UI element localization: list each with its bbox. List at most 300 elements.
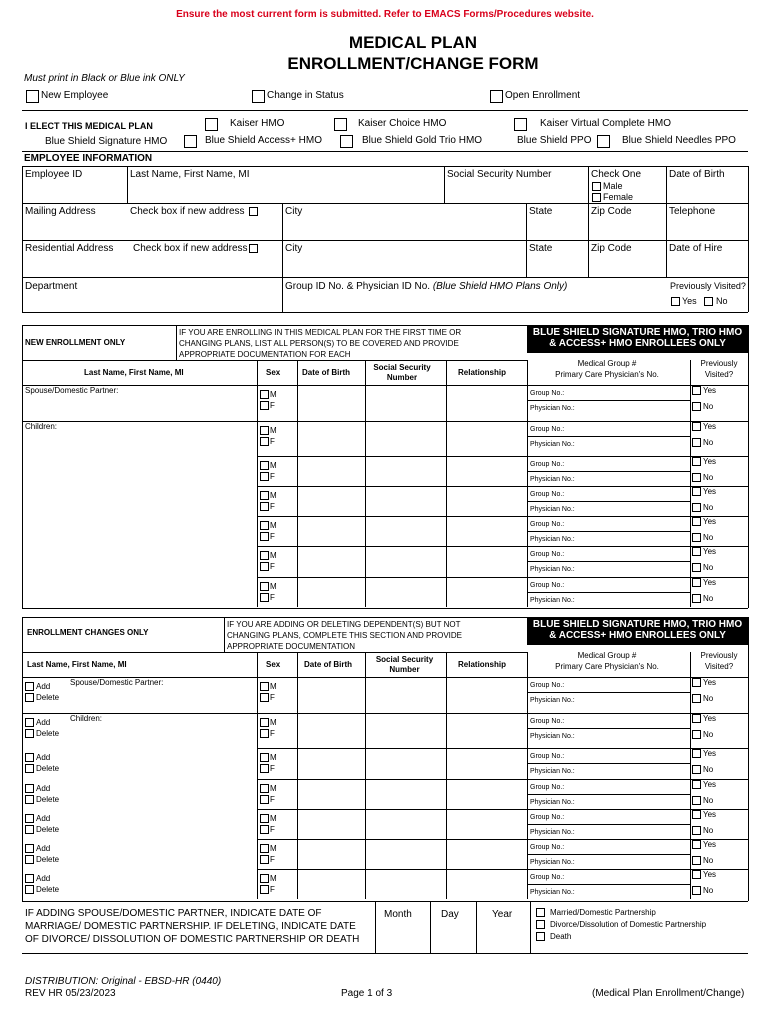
sec2-row-5-no-label: No: [703, 856, 714, 865]
change-status-checkbox[interactable]: [252, 90, 265, 103]
sec1-row-0-physician-label: Physician No.:: [530, 405, 575, 412]
residential-new-label: Check box if new address: [133, 243, 248, 254]
sec2-row-0-m-checkbox[interactable]: [260, 682, 269, 691]
group-id-italic: (Blue Shield HMO Plans Only): [432, 281, 568, 292]
sec1-row-3-f-checkbox[interactable]: [260, 502, 269, 511]
sec1-col-5: [690, 360, 691, 607]
event-month-label: Month: [384, 909, 412, 920]
sec1-row-2-top: [257, 456, 748, 457]
ne-bs-header: BLUE SHIELD SIGNATURE HMO, TRIO HMO & ACCESS+ HMO ENROLLEES ONLY: [527, 325, 748, 353]
ec-col-ssn: Social Security Number: [375, 655, 434, 674]
sec2-row-0-yes-checkbox[interactable]: [692, 678, 701, 687]
sec2-row-3-m-label: M: [270, 784, 277, 793]
sec2-row-3-m-checkbox[interactable]: [260, 784, 269, 793]
event-div-1: [375, 901, 376, 953]
sec1-row-4-yes-checkbox[interactable]: [692, 517, 701, 526]
sec2-row-4-mid: [527, 824, 690, 825]
residential-zip-label: Zip Code: [591, 243, 632, 254]
ec-col-rel: Relationship: [458, 660, 507, 669]
check-one-label: Check One: [591, 169, 642, 180]
sec2-row-2-yes-checkbox[interactable]: [692, 749, 701, 758]
sec1-row-0-mid: [527, 400, 690, 401]
emp-info-top: [22, 151, 748, 152]
sec1-row-4-f-label: F: [270, 532, 275, 541]
sec2-row-5-group-label: Group No.:: [530, 844, 565, 851]
emp-row1-bottom: [22, 203, 748, 204]
sec2-row-6-yes-label: Yes: [703, 870, 717, 879]
ne-spouse-label: Spouse/Domestic Partner:: [25, 386, 119, 395]
sec1-row-5-yes-checkbox[interactable]: [692, 547, 701, 556]
ec-spouse-label: Spouse/Domestic Partner:: [70, 678, 164, 687]
ne-instructions: IF YOU ARE ENROLLING IN THIS MEDICAL PLAN FOR THE FIRST TIME OR CHANGING PLANS, LIST ALL PERSON(S) TO BE COVERED AND PROVIDE APPROPRIATE DOCUMENTATION FOR EACH: [179, 328, 462, 359]
sec2-row-4-yes-checkbox[interactable]: [692, 810, 701, 819]
sec2-row-4-m-label: M: [270, 814, 277, 823]
female-label: Female: [603, 192, 634, 202]
sec1-row-3-no-label: No: [703, 503, 714, 512]
elect-heading: I ELECT THIS MEDICAL PLAN: [25, 121, 153, 131]
sec1-row-3-group-label: Group No.:: [530, 491, 565, 498]
sec1-row-6-physician-label: Physician No.:: [530, 597, 575, 604]
employee-name-label: Last Name, First Name, MI: [130, 169, 250, 180]
sec2-row-2-mid: [527, 763, 690, 764]
event-year-label: Year: [492, 909, 513, 920]
sec2-row-4-physician-label: Physician No.:: [530, 829, 575, 836]
sec2-row-4-f-checkbox[interactable]: [260, 825, 269, 834]
event-instructions: IF ADDING SPOUSE/DOMESTIC PARTNER, INDICATE DATE OF MARRIAGE/ DOMESTIC PARTNERSHIP. IF DELETING, INDICATE DATE OF DIVORCE/ DISSOLUTION OF DOMESTIC PARTNERSHIP OR DEATH: [25, 908, 360, 945]
sec2-row-5-delete-label: Delete: [36, 855, 60, 864]
emp-div-2: [444, 166, 445, 203]
emp-div-5: [282, 203, 283, 312]
sec1-row-2-m-checkbox[interactable]: [260, 461, 269, 470]
plan-bs-gold-trio-label: Blue Shield Gold Trio HMO: [362, 135, 483, 146]
event-death-label: Death: [550, 932, 572, 941]
ec-children-label: Children:: [70, 714, 103, 723]
sec2-row-6-group-label: Group No.:: [530, 874, 565, 881]
ec-col-dob: Date of Birth: [304, 660, 352, 669]
ec-col-prev: Previously Visited?: [700, 651, 738, 671]
emp-info-line: [22, 166, 748, 167]
sec1-row-5-yes-label: Yes: [703, 547, 717, 556]
ne-col-dob: Date of Birth: [302, 368, 350, 377]
event-marriage-label: Married/Domestic Partnership: [550, 908, 656, 917]
sec2-row-4-yes-label: Yes: [703, 810, 717, 819]
sec2-col-1: [297, 652, 298, 899]
ne-right: [748, 325, 749, 608]
sec2-row-1-group-label: Group No.:: [530, 718, 565, 725]
date-of-hire-label: Date of Hire: [669, 243, 723, 254]
mailing-new-label: Check box if new address: [130, 206, 245, 217]
sec2-row-5-mid: [527, 854, 690, 855]
sec2-row-1-no-checkbox[interactable]: [692, 730, 701, 739]
sec2-row-5-m-checkbox[interactable]: [260, 844, 269, 853]
sec2-row-6-add-label: Add: [36, 874, 51, 883]
sec2-row-5-add-checkbox[interactable]: [25, 844, 34, 853]
sec1-row-1-mid: [527, 436, 690, 437]
emp-info-right: [748, 166, 749, 312]
sec1-row-1-m-checkbox[interactable]: [260, 426, 269, 435]
emp-info-left: [22, 166, 23, 312]
ne-left: [22, 325, 23, 608]
sec2-row-1-mid: [527, 728, 690, 729]
sec1-row-2-m-label: M: [270, 461, 277, 470]
sec1-row-1-group-label: Group No.:: [530, 426, 565, 433]
sec2-col-5: [690, 652, 691, 899]
sec2-row-0-delete-checkbox[interactable]: [25, 693, 34, 702]
sec2-row-4-m-checkbox[interactable]: [260, 814, 269, 823]
event-day-label: Day: [441, 909, 459, 920]
sec2-row-3-yes-checkbox[interactable]: [692, 780, 701, 789]
ne-bottom: [22, 608, 748, 609]
sec2-row-4-group-label: Group No.:: [530, 814, 565, 821]
sec1-row-6-f-checkbox[interactable]: [260, 593, 269, 602]
sec1-row-2-mid: [527, 471, 690, 472]
sec2-col-0: [257, 652, 258, 899]
sec1-row-4-no-label: No: [703, 533, 714, 542]
event-marriage-checkbox[interactable]: [536, 908, 545, 917]
sec1-row-2-yes-label: Yes: [703, 457, 717, 466]
plan-bs-access-label: Blue Shield Access+ HMO: [205, 135, 322, 146]
sec1-col-4: [527, 360, 528, 607]
sec2-row-4-top: [257, 809, 748, 810]
sec2-row-4-no-checkbox[interactable]: [692, 826, 701, 835]
sec1-col-3: [446, 360, 447, 607]
sec2-row-1-add-checkbox[interactable]: [25, 718, 34, 727]
plan-bs-gold-trio-checkbox[interactable]: [514, 118, 527, 131]
sec1-row-3-no-checkbox[interactable]: [692, 503, 701, 512]
sec2-row-3-add-checkbox[interactable]: [25, 784, 34, 793]
plan-kaiser-choice-label: Kaiser Choice HMO: [358, 118, 447, 129]
plan-kaiser-choice-checkbox[interactable]: [340, 135, 353, 148]
sec1-row-5-m-checkbox[interactable]: [260, 551, 269, 560]
event-divorce-checkbox[interactable]: [536, 920, 545, 929]
sec2-row-2-delete-label: Delete: [36, 764, 60, 773]
form-notice: Ensure the most current form is submitted. Refer to EMACS Forms/Procedures website.: [176, 9, 594, 20]
sec1-row-6-mid: [527, 592, 690, 593]
sec2-row-1-f-checkbox[interactable]: [260, 729, 269, 738]
plan-bs-needles-label: Blue Shield Needles PPO: [622, 135, 736, 146]
sec1-row-6-no-label: No: [703, 594, 714, 603]
sec2-row-1-add-label: Add: [36, 718, 51, 727]
sec2-row-2-add-checkbox[interactable]: [25, 753, 34, 762]
sec2-row-1-yes-label: Yes: [703, 714, 717, 723]
change-status-label: Change in Status: [267, 90, 344, 101]
ne-col-prev: Previously Visited?: [700, 359, 738, 379]
sec1-row-3-mid: [527, 501, 690, 502]
sec1-row-5-f-checkbox[interactable]: [260, 562, 269, 571]
event-div-3: [476, 901, 477, 953]
sec2-row-2-group-label: Group No.:: [530, 753, 565, 760]
sec2-row-5-delete-checkbox[interactable]: [25, 855, 34, 864]
residential-state-label: State: [529, 243, 553, 254]
ne-children-label: Children:: [25, 422, 58, 431]
footer-distribution: DISTRIBUTION: Original - EBSD-HR (0440): [25, 976, 222, 987]
ne-head-div: [176, 325, 177, 360]
sec2-row-5-yes-checkbox[interactable]: [692, 840, 701, 849]
sec2-row-6-m-checkbox[interactable]: [260, 874, 269, 883]
sec2-row-5-m-label: M: [270, 844, 277, 853]
sec2-row-1-delete-label: Delete: [36, 729, 60, 738]
sec1-row-2-no-label: No: [703, 473, 714, 482]
sec1-row-5-m-label: M: [270, 551, 277, 560]
sec2-row-5-top: [257, 839, 748, 840]
sec2-row-2-add-label: Add: [36, 753, 51, 762]
sec2-row-0-mid: [527, 692, 690, 693]
sec1-row-0-f-checkbox[interactable]: [260, 401, 269, 410]
sec1-row-2-yes-checkbox[interactable]: [692, 457, 701, 466]
ne-col-rel: Relationship: [458, 368, 507, 377]
sec2-row-3-delete-checkbox[interactable]: [25, 795, 34, 804]
sec1-row-0-m-label: M: [270, 390, 277, 399]
ne-col-name: Last Name, First Name, MI: [84, 368, 184, 377]
mailing-zip-label: Zip Code: [591, 206, 632, 217]
sec1-row-4-yes-label: Yes: [703, 517, 717, 526]
sec1-row-0-yes-label: Yes: [703, 386, 717, 395]
sec1-col-0: [257, 360, 258, 607]
sec1-row-3-yes-checkbox[interactable]: [692, 487, 701, 496]
sec2-row-3-f-checkbox[interactable]: [260, 795, 269, 804]
sec1-row-5-f-label: F: [270, 562, 275, 571]
ec-col-mg: Medical Group # Primary Care Physician's No.: [555, 651, 659, 671]
sec2-row-6-yes-checkbox[interactable]: [692, 870, 701, 879]
sec1-row-3-f-label: F: [270, 502, 275, 511]
sec2-row-2-physician-label: Physician No.:: [530, 768, 575, 775]
sec2-row-3-f-label: F: [270, 795, 275, 804]
sec2-row-6-f-checkbox[interactable]: [260, 885, 269, 894]
ink-note: Must print in Black or Blue ink ONLY: [24, 73, 185, 84]
sec2-row-0-f-checkbox[interactable]: [260, 693, 269, 702]
residential-new-checkbox[interactable]: [249, 244, 258, 253]
mailing-state-label: State: [529, 206, 553, 217]
sec1-row-0-m-checkbox[interactable]: [260, 390, 269, 399]
sec2-row-4-add-checkbox[interactable]: [25, 814, 34, 823]
sec2-row-0-add-checkbox[interactable]: [25, 682, 34, 691]
sec2-row-1-f-label: F: [270, 729, 275, 738]
sec2-row-5-f-checkbox[interactable]: [260, 855, 269, 864]
sec2-row-3-add-label: Add: [36, 784, 51, 793]
residential-address-label: Residential Address: [25, 243, 114, 254]
plan-bs-access-checkbox[interactable]: [334, 118, 347, 131]
sec2-row-1-m-checkbox[interactable]: [260, 718, 269, 727]
open-enrollment-checkbox[interactable]: [490, 90, 503, 103]
sec1-row-4-f-checkbox[interactable]: [260, 532, 269, 541]
form-title-line2: ENROLLMENT/CHANGE FORM: [287, 54, 539, 73]
emp-prev-yes-checkbox[interactable]: [671, 297, 680, 306]
sec1-row-2-group-label: Group No.:: [530, 461, 565, 468]
sec1-row-1-no-checkbox[interactable]: [692, 438, 701, 447]
sec2-row-3-yes-label: Yes: [703, 780, 717, 789]
sec2-row-4-no-label: No: [703, 826, 714, 835]
sec2-row-0-physician-label: Physician No.:: [530, 697, 575, 704]
emp-info-heading: EMPLOYEE INFORMATION: [24, 153, 153, 164]
sec1-row-2-f-checkbox[interactable]: [260, 472, 269, 481]
sec1-row-1-f-checkbox[interactable]: [260, 437, 269, 446]
telephone-label: Telephone: [669, 206, 716, 217]
sec1-row-1-f-label: F: [270, 437, 275, 446]
sec2-row-4-f-label: F: [270, 825, 275, 834]
sec2-row-2-no-label: No: [703, 765, 714, 774]
sec2-row-6-delete-label: Delete: [36, 885, 60, 894]
ec-right: [748, 617, 749, 901]
sec1-row-6-f-label: F: [270, 593, 275, 602]
sec1-row-5-physician-label: Physician No.:: [530, 566, 575, 573]
employee-dob-label: Date of Birth: [669, 169, 725, 180]
emp-info-bottom: [22, 312, 748, 313]
footer-rev: REV HR 05/23/2023: [25, 988, 116, 999]
sec1-row-4-no-checkbox[interactable]: [692, 533, 701, 542]
sec1-row-1-no-label: No: [703, 438, 714, 447]
ne-col-ssn: Social Security Number: [373, 363, 431, 382]
sec2-row-2-f-checkbox[interactable]: [260, 764, 269, 773]
sec2-row-0-group-label: Group No.:: [530, 682, 565, 689]
sec2-row-6-f-label: F: [270, 885, 275, 894]
sec2-row-0-no-label: No: [703, 694, 714, 703]
sec1-row-3-m-checkbox[interactable]: [260, 491, 269, 500]
sec1-row-5-no-label: No: [703, 563, 714, 572]
form-title-line1: MEDICAL PLAN: [348, 33, 478, 52]
footer-page: Page 1 of 3: [341, 988, 393, 999]
event-divorce-label: Divorce/Dissolution of Domestic Partnership: [550, 920, 707, 929]
sec2-row-3-group-label: Group No.:: [530, 784, 565, 791]
sec2-row-6-mid: [527, 884, 690, 885]
sec1-row-6-no-checkbox[interactable]: [692, 594, 701, 603]
ec-col-sex: Sex: [266, 660, 281, 669]
sec2-row-6-m-label: M: [270, 874, 277, 883]
ec-colhead-top: [22, 652, 527, 653]
sec1-row-4-group-label: Group No.:: [530, 521, 565, 528]
sec2-row-1-delete-checkbox[interactable]: [25, 729, 34, 738]
sec2-row-6-add-checkbox[interactable]: [25, 874, 34, 883]
emp-div-4: [666, 166, 667, 277]
sec2-row-0-m-label: M: [270, 682, 277, 691]
emp-prev-no-checkbox[interactable]: [704, 297, 713, 306]
sec1-row-1-top: [22, 421, 748, 422]
sec2-row-5-add-label: Add: [36, 844, 51, 853]
ne-colhead-bottom: [22, 385, 748, 386]
plan-kaiser-hmo-label: Kaiser HMO: [230, 118, 285, 129]
mailing-address-label: Mailing Address: [25, 206, 96, 217]
plan-bs-ppo-label: Blue Shield PPO: [517, 135, 592, 146]
sec2-row-3-no-checkbox[interactable]: [692, 796, 701, 805]
sec2-row-1-m-label: M: [270, 718, 277, 727]
sec1-row-0-f-label: F: [270, 401, 275, 410]
sec2-row-0-add-label: Add: [36, 682, 51, 691]
sec2-row-6-delete-checkbox[interactable]: [25, 885, 34, 894]
emp-div-1: [127, 166, 128, 203]
emp-div-3: [588, 166, 589, 277]
sec2-row-2-no-checkbox[interactable]: [692, 765, 701, 774]
sec2-row-3-delete-label: Delete: [36, 795, 60, 804]
sec1-row-1-yes-checkbox[interactable]: [692, 422, 701, 431]
sec2-row-5-physician-label: Physician No.:: [530, 859, 575, 866]
sec1-row-0-group-label: Group No.:: [530, 390, 565, 397]
sec1-row-6-top: [257, 577, 748, 578]
emp-div-6: [526, 203, 527, 277]
elect-divider: [22, 110, 748, 111]
sec2-row-2-m-checkbox[interactable]: [260, 753, 269, 762]
sec1-row-2-no-checkbox[interactable]: [692, 473, 701, 482]
sec1-row-5-no-checkbox[interactable]: [692, 563, 701, 572]
new-employee-label: New Employee: [41, 90, 109, 101]
sec2-row-1-physician-label: Physician No.:: [530, 733, 575, 740]
sec2-row-4-add-label: Add: [36, 814, 51, 823]
sec2-row-2-delete-checkbox[interactable]: [25, 764, 34, 773]
event-bottom: [22, 953, 748, 954]
sec1-col-2: [365, 360, 366, 607]
sec1-row-0-no-label: No: [703, 402, 714, 411]
plan-bs-signature-checkbox[interactable]: [184, 135, 197, 148]
female-checkbox[interactable]: [592, 193, 601, 202]
sec2-row-1-yes-checkbox[interactable]: [692, 714, 701, 723]
sec1-row-5-top: [257, 546, 748, 547]
sec1-row-3-m-label: M: [270, 491, 277, 500]
mailing-new-checkbox[interactable]: [249, 207, 258, 216]
emp-prev-no-label: No: [716, 296, 728, 306]
sec2-row-3-mid: [527, 794, 690, 795]
sec1-row-4-m-checkbox[interactable]: [260, 521, 269, 530]
event-div-2: [430, 901, 431, 953]
sec1-row-4-top: [257, 516, 748, 517]
emp-row2-bottom: [22, 240, 748, 241]
sec1-row-4-physician-label: Physician No.:: [530, 536, 575, 543]
plan-kaiser-virtual-label: Kaiser Virtual Complete HMO: [540, 118, 671, 129]
sec1-row-6-yes-checkbox[interactable]: [692, 578, 701, 587]
sec2-row-4-delete-checkbox[interactable]: [25, 825, 34, 834]
sec2-col-2: [365, 652, 366, 899]
sec2-row-2-m-label: M: [270, 753, 277, 762]
sec1-row-0-no-checkbox[interactable]: [692, 402, 701, 411]
plan-kaiser-hmo-checkbox[interactable]: [205, 118, 218, 131]
sec1-row-4-m-label: M: [270, 521, 277, 530]
mailing-city-label: City: [285, 206, 303, 217]
ne-heading: NEW ENROLLMENT ONLY: [25, 338, 126, 347]
ec-instructions: IF YOU ARE ADDING OR DELETING DEPENDENT(S) BUT NOT CHANGING PLANS, COMPLETE THIS SECTION AND PROVIDE APPROPRIATE DOCUMENTATION: [227, 620, 463, 651]
event-death-checkbox[interactable]: [536, 932, 545, 941]
sec1-row-6-yes-label: Yes: [703, 578, 717, 587]
sec2-row-5-yes-label: Yes: [703, 840, 717, 849]
sec2-row-6-no-checkbox[interactable]: [692, 886, 701, 895]
employee-ssn-label: Social Security Number: [447, 169, 552, 180]
ec-left: [22, 617, 23, 901]
residential-city-label: City: [285, 243, 303, 254]
sec2-col-4: [527, 652, 528, 899]
sec2-row-1-top: [22, 713, 748, 714]
sec1-row-1-yes-label: Yes: [703, 422, 717, 431]
male-checkbox[interactable]: [592, 182, 601, 191]
sec1-col-1: [297, 360, 298, 607]
ec-heading: ENROLLMENT CHANGES ONLY: [27, 628, 149, 637]
plan-kaiser-virtual-checkbox[interactable]: [597, 135, 610, 148]
employee-id-label: Employee ID: [25, 169, 83, 180]
ne-colhead-top: [22, 360, 527, 361]
sec1-row-3-physician-label: Physician No.:: [530, 506, 575, 513]
sec2-row-1-no-label: No: [703, 730, 714, 739]
sec2-row-4-delete-label: Delete: [36, 825, 60, 834]
sec1-row-1-m-label: M: [270, 426, 277, 435]
group-id-text: Group ID No. & Physician ID No.: [285, 281, 433, 292]
new-employee-checkbox[interactable]: [26, 90, 39, 103]
ne-col-sex: Sex: [266, 368, 281, 377]
sec1-row-6-m-checkbox[interactable]: [260, 582, 269, 591]
sec1-row-5-group-label: Group No.:: [530, 551, 565, 558]
sec1-row-0-yes-checkbox[interactable]: [692, 386, 701, 395]
event-top: [22, 901, 748, 902]
sec2-row-2-top: [257, 748, 748, 749]
sec2-row-6-physician-label: Physician No.:: [530, 889, 575, 896]
sec2-row-3-physician-label: Physician No.:: [530, 799, 575, 806]
sec1-row-3-top: [257, 486, 748, 487]
sec2-row-0-no-checkbox[interactable]: [692, 694, 701, 703]
sec2-row-5-no-checkbox[interactable]: [692, 856, 701, 865]
